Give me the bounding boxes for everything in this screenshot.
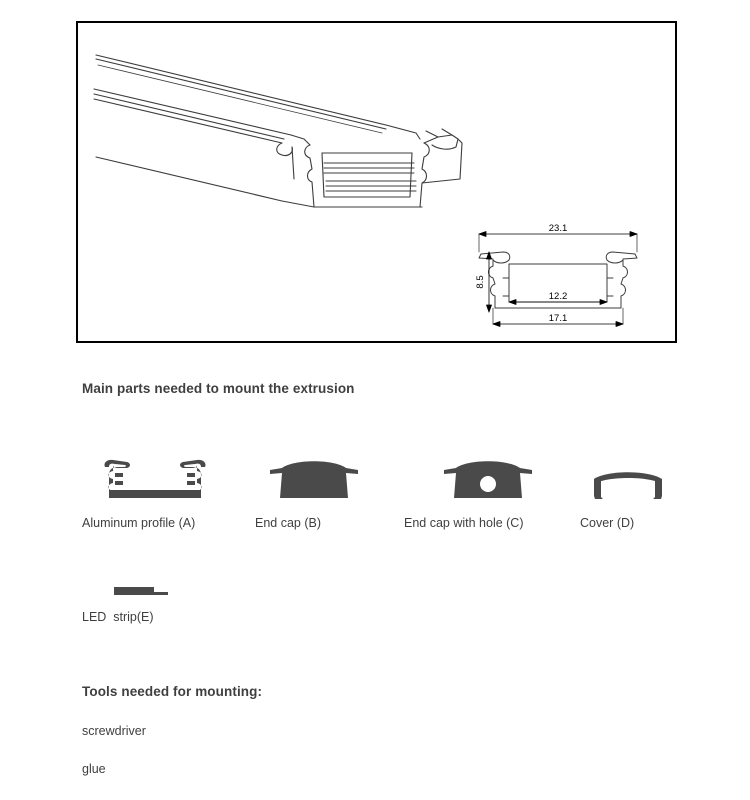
- part-label: Aluminum profile (A): [82, 516, 196, 530]
- tool-item: glue: [82, 762, 106, 776]
- part-label: End cap with hole (C): [404, 516, 524, 530]
- part-label: LED strip(E): [82, 610, 154, 624]
- led-strip-icon: [82, 565, 200, 599]
- dimension-inner-width: 12.2: [548, 291, 568, 302]
- part-aluminium-profile: [82, 445, 228, 530]
- end-cap-with-hole-icon: [404, 445, 572, 505]
- aluminium-profile-cross-section-icon: [82, 445, 228, 505]
- part-led-strip: [82, 565, 200, 624]
- cross-section-dimension-view: [469, 220, 669, 335]
- dimension-overall-width: 23.1: [548, 223, 568, 234]
- part-label: End cap (B): [255, 516, 322, 530]
- part-cover: [580, 445, 676, 530]
- part-end-cap-with-hole: [404, 445, 572, 530]
- dimension-height: 8.5: [475, 275, 486, 289]
- technical-drawing-frame: [76, 21, 677, 343]
- isometric-extrusion-view: [86, 29, 466, 229]
- main-parts-heading: Main parts needed to mount the extrusion: [82, 381, 355, 396]
- part-end-cap: [255, 445, 373, 530]
- end-cap-icon: [255, 445, 373, 505]
- dimension-recess-width: 17.1: [548, 313, 568, 324]
- tool-item: screwdriver: [82, 724, 146, 738]
- cover-strip-icon: [580, 445, 676, 505]
- part-label: Cover (D): [580, 516, 635, 530]
- tools-heading: Tools needed for mounting:: [82, 684, 263, 699]
